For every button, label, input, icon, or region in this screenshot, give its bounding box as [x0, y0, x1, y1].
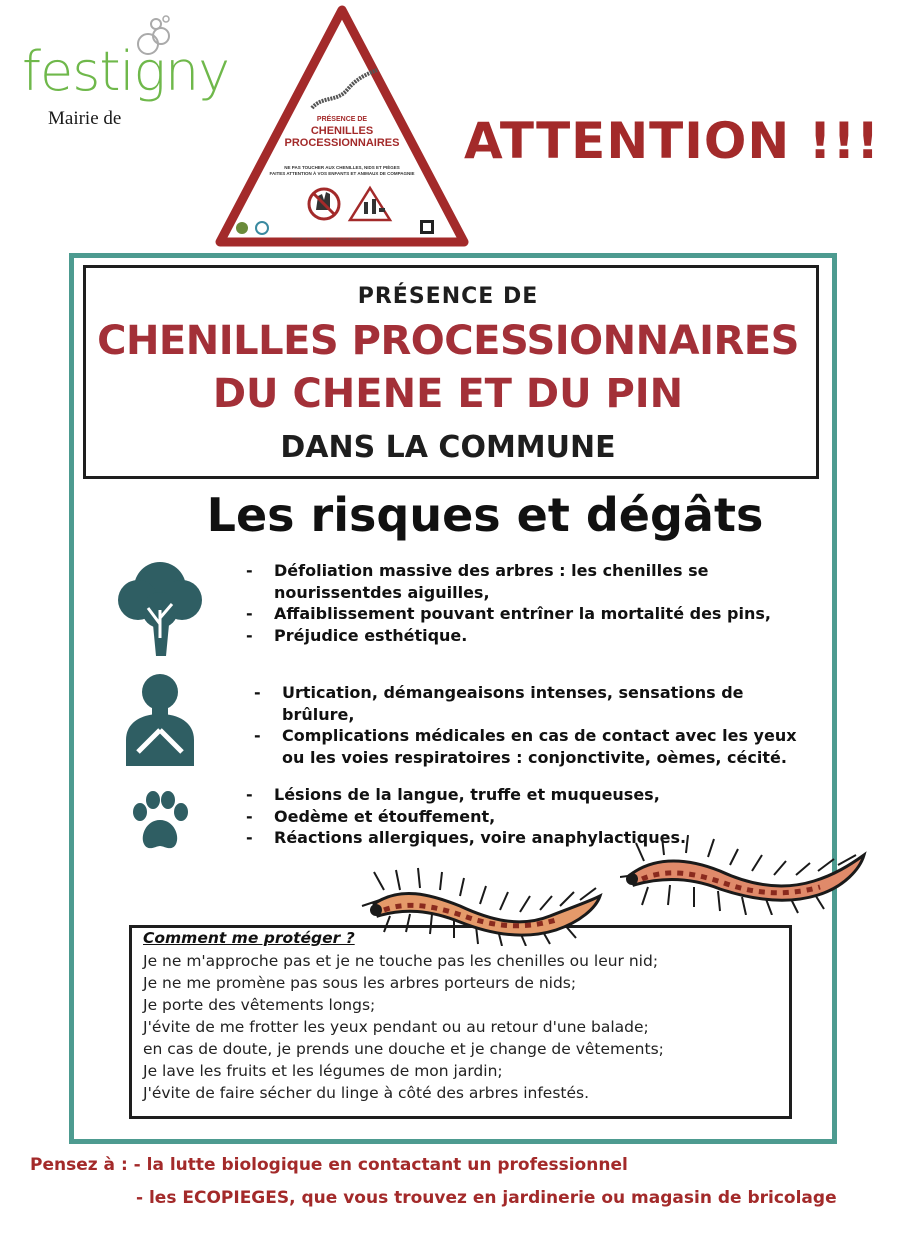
list-item: J'évite de me frotter les yeux pendant ou au retour d'une balade;: [143, 1018, 649, 1036]
sign-warning-1: NE PAS TOUCHER AUX CHENILLES, NIDS ET PIÈGES: [284, 165, 400, 170]
warning-sign: [212, 4, 472, 252]
paw-icon: [126, 790, 194, 854]
list-item: - Complications médicales en cas de contact avec les yeux ou les voies respiratoires : conjonctivite, oèmes, cécité.: [254, 725, 814, 768]
list-item: Je ne me promène pas sous les arbres porteurs de nids;: [143, 974, 577, 992]
sign-presence: PRÉSENCE DE: [316, 116, 368, 123]
tree-risks-list: [246, 560, 806, 646]
human-risks-list: [254, 682, 814, 768]
logo-wordmark: festigny: [22, 40, 230, 103]
footer-line-2: - les ECOPIEGES, que vous trouvez en jardinerie ou magasin de bricolage: [136, 1188, 837, 1208]
attention-heading: ATTENTION !!!: [464, 112, 881, 170]
sign-title: [212, 125, 472, 149]
list-item: - Lésions de la langue, truffe et muqueuses,: [246, 784, 806, 806]
tree-icon: [116, 558, 204, 658]
caterpillar-icon: [360, 866, 610, 946]
list-item: Je porte des vêtements longs;: [143, 996, 376, 1014]
list-item: - Affaiblissement pouvant entrîner la mortalité des pins,: [246, 603, 806, 625]
list-item: Je ne m'approche pas et je ne touche pas les chenilles ou leur nid;: [143, 952, 659, 970]
title-presence: PRÉSENCE DE: [357, 284, 539, 309]
sign-info: Pour en savoir plus, rendez-vous sur chenille-risque.info: [292, 236, 392, 241]
list-item: J'évite de faire sécher du linge à côté des arbres infestés.: [143, 1084, 590, 1102]
sign-warning-2: FAITES ATTENTION À VOS ENFANTS ET ANIMAUX DE COMPAGNIE: [269, 171, 415, 176]
list-item: - Réactions allergiques, voire anaphylactiques.: [246, 827, 806, 849]
footer-line-1: Pensez à : - la lutte biologique en contactant un professionnel: [30, 1155, 628, 1175]
list-item: - Oedème et étouffement,: [246, 806, 806, 828]
protect-title: Comment me protéger ?: [143, 929, 355, 947]
logo-subtitle: Mairie de: [48, 108, 122, 129]
sign-title-line-2: PROCESSIONNAIRES: [284, 137, 400, 149]
festigny-logo: [18, 10, 238, 150]
list-item: - Défoliation massive des arbres : les chenilles se nourissentdes aiguilles,: [246, 560, 806, 603]
itching-person-icon: [122, 670, 198, 770]
title-line-2: DU CHENE ET DU PIN: [212, 371, 684, 417]
sign-title-line-1: CHENILLES: [310, 125, 374, 137]
protect-list: [143, 950, 783, 1104]
title-commune: DANS LA COMMUNE: [280, 430, 616, 465]
risks-heading: Les risques et dégâts: [206, 488, 764, 542]
list-item: - Préjudice esthétique.: [246, 625, 806, 647]
list-item: - Urtication, démangeaisons intenses, sensations de brûlure,: [254, 682, 814, 725]
list-item: Je lave les fruits et les légumes de mon jardin;: [143, 1062, 503, 1080]
title-line-1: CHENILLES PROCESSIONNAIRES: [97, 318, 799, 364]
list-item: en cas de doute, je prends une douche et je change de vêtements;: [143, 1040, 664, 1058]
caterpillar-icon: [620, 835, 870, 915]
